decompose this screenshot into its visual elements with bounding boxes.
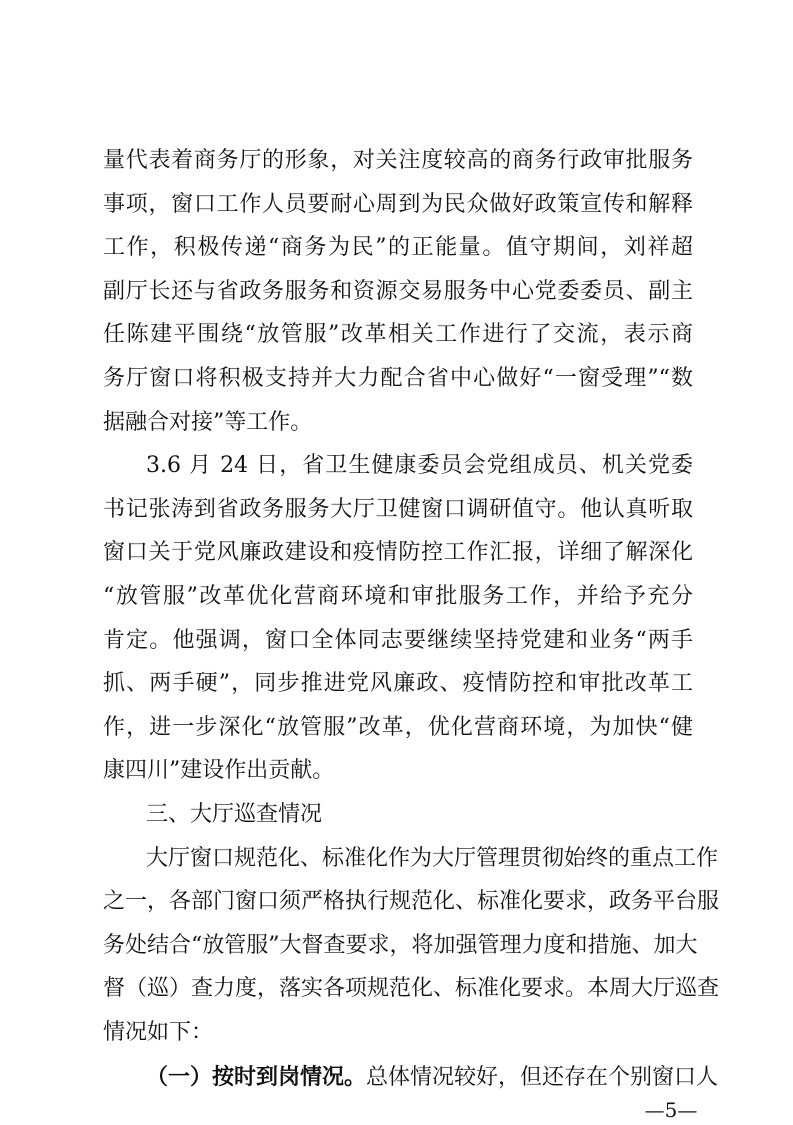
subsection-lead: （一）按时到岗情况。	[146, 1064, 367, 1090]
paragraph-3-line-5: 情况如下：	[103, 1020, 214, 1045]
paragraph-1-line-4: 副厅长还与省政务服务和资源交易服务中心党委委员、副主	[103, 279, 693, 304]
paragraph-3-line-3: 务处结合“放管服”大督查要求，将加强管理力度和措施、加大	[103, 933, 698, 958]
paragraph-2-line-7: 作，进一步深化“放管服”改革，优化营商环境，为加快“健	[103, 715, 693, 740]
paragraph-1-line-6: 务厅窗口将积极支持并大力配合省中心做好“一窗受理”“数	[103, 366, 693, 391]
paragraph-2-line-2: 书记张涛到省政务服务大厅卫健窗口调研值守。他认真听取	[103, 497, 693, 522]
page-number: —5—	[644, 1097, 698, 1122]
paragraph-2-line-3: 窗口关于党风廉政建设和疫情防控工作汇报，详细了解深化	[103, 540, 693, 565]
paragraph-3-line-1: 大厅窗口规范化、标准化作为大厅管理贯彻始终的重点工作	[146, 846, 719, 871]
subsection-text: 总体情况较好，但还存在个别窗口人	[366, 1065, 719, 1090]
paragraph-1-line-2: 事项，窗口工作人员要耐心周到为民众做好政策宣传和解释	[103, 192, 693, 217]
paragraph-1-line-5: 任陈建平围绕“放管服”改革相关工作进行了交流，表示商	[103, 322, 693, 347]
paragraph-1-line-7: 据融合对接”等工作。	[103, 410, 313, 435]
paragraph-2-line-8: 康四川”建设作出贡献。	[103, 758, 335, 783]
section-heading: 三、大厅巡查情况	[146, 802, 323, 827]
paragraph-2-line-1: 3.6 月 24 日，省卫生健康委员会党组成员、机关党委	[146, 453, 693, 478]
paragraph-3-line-2: 之一，各部门窗口须严格执行规范化、标准化要求，政务平台服	[103, 889, 720, 914]
paragraph-1-line-3: 工作，积极传递“商务为民”的正能量。值守期间，刘祥超	[103, 235, 693, 260]
paragraph-1-line-1: 量代表着商务厅的形象，对关注度较高的商务行政审批服务	[103, 148, 693, 173]
paragraph-2-line-6: 抓、两手硬”，同步推进党风廉政、疫情防控和审批改革工	[103, 671, 693, 696]
paragraph-2-line-5: 肯定。他强调，窗口全体同志要继续坚持党建和业务“两手	[103, 628, 693, 653]
paragraph-4-line-1	[146, 1059, 719, 1095]
paragraph-3-line-4: 督（巡）查力度，落实各项规范化、标准化要求。本周大厅巡查	[103, 976, 720, 1001]
paragraph-2-line-4: “放管服”改革优化营商环境和审批服务工作，并给予充分	[103, 584, 693, 609]
